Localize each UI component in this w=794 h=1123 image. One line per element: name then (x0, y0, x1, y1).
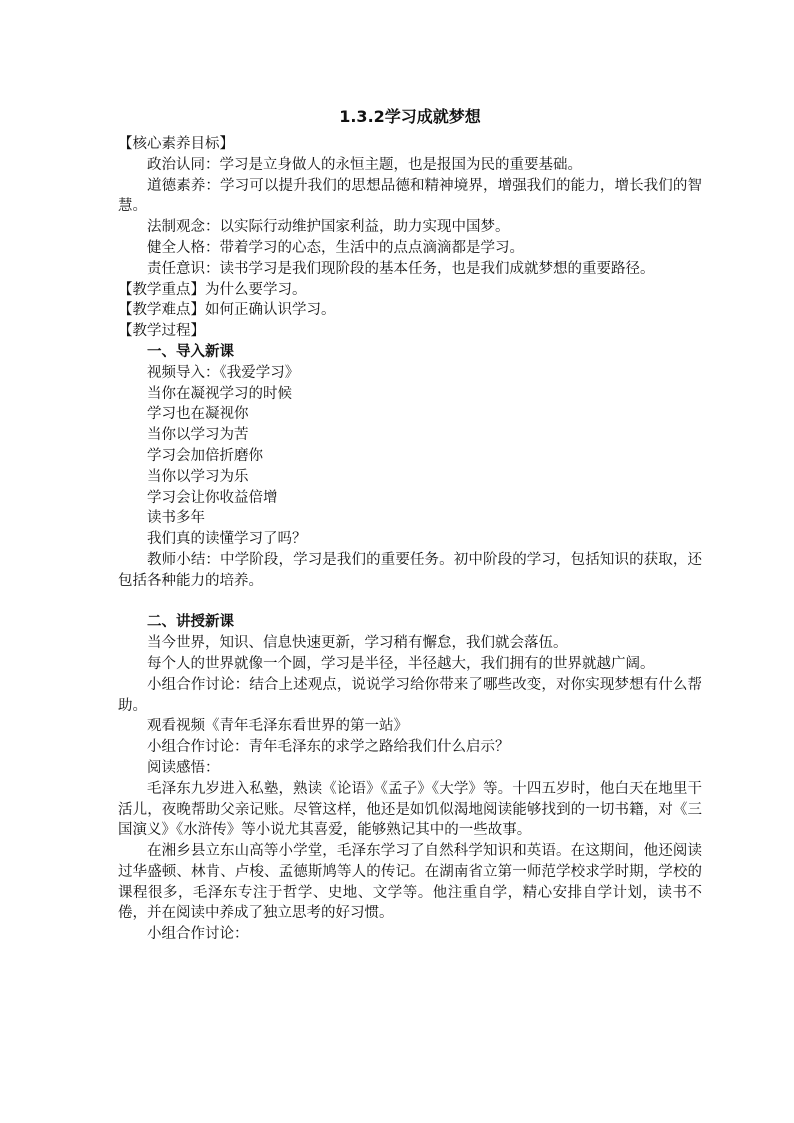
difficult-point (118, 300, 702, 321)
section1-line: 当你在凝视学习的时候 (147, 385, 292, 402)
section2-line: 小组合作讨论：结合上述观点，说说学习给你带来了哪些改变，对你实现梦想有什么帮助。 (118, 676, 702, 714)
section2-line: 当今世界，知识、信息快速更新，学习稍有懈怠，我们就会落伍。 (147, 635, 568, 652)
reading-paragraph-2: 在湘乡县立东山高等小学堂，毛泽东学习了自然科学知识和英语。在这期间，他还阅读过华盛顿、林肯、卢梭、孟德斯鸠等人的传记。在湖南省立第一师范学校求学时期，学校的课程很多，毛泽东专注于哲学、史地、文学等。他注重自学，精心安排自学计划，读书不倦，并在阅读中养成了独立思考的好习惯。 (118, 843, 702, 922)
core-item-moral: 道德素养：学习可以提升我们的思想品德和精神境界，增强我们的能力，增长我们的智慧。 (118, 177, 702, 215)
section1-line: 我们真的读懂学习了吗？ (147, 531, 307, 548)
difficult-point-text: 如何正确认识学习。 (205, 302, 336, 319)
section2-line: 每个人的世界就像一个圆，学习是半径，半径越大，我们拥有的世界就越广阔。 (147, 655, 655, 672)
blank-line (118, 592, 702, 613)
section2-line: 观看视频《青年毛泽东看世界的第一站》 (147, 718, 408, 735)
difficult-point-label: 【教学难点】 (118, 302, 205, 319)
section2-line: 小组合作讨论：青年毛泽东的求学之路给我们什么启示？ (147, 739, 510, 756)
section2-line: 阅读感悟： (147, 759, 220, 776)
section1-heading: 一、导入新课 (147, 342, 234, 360)
page-title: 1.3.2学习成就梦想 (339, 107, 481, 126)
section1-line: 学习会让你收益倍增 (147, 489, 278, 506)
key-point (118, 280, 702, 301)
process-heading: 【教学过程】 (118, 323, 205, 340)
section2-heading: 二、讲授新课 (147, 613, 234, 631)
core-heading: 【核心素养目标】 (118, 136, 234, 152)
key-point-label: 【教学重点】 (118, 281, 205, 298)
key-point-text: 为什么要学习。 (205, 281, 307, 298)
teacher-summary: 教师小结：中学阶段，学习是我们的重要任务。初中阶段的学习，包括知识的获取，还包括各种能力的培养。 (118, 551, 702, 589)
section2-line: 小组合作讨论： (147, 926, 249, 943)
section1-line: 学习也在凝视你 (147, 406, 249, 423)
core-item-political: 政治认同：学习是立身做人的永恒主题，也是报国为民的重要基础。 (147, 156, 582, 173)
reading-paragraph-1: 毛泽东九岁进入私塾，熟读《论语》《孟子》《大学》等。十四五岁时，他白天在地里干活儿，夜晚帮助父亲记账。尽管这样，他还是如饥似渴地阅读能够找到的一切书籍，对《三国演义》《水浒传》等小说尤其喜爱，能够熟记其中的一些故事。 (118, 780, 702, 839)
section1-line: 当你以学习为苦 (147, 427, 249, 444)
core-item-law: 法制观念：以实际行动维护国家利益，助力实现中国梦。 (147, 219, 510, 236)
document-page (118, 104, 702, 945)
section1-line: 读书多年 (147, 510, 205, 527)
core-item-personality: 健全人格：带着学习的心态，生活中的点点滴滴都是学习。 (147, 239, 524, 256)
core-item-responsibility: 责任意识：读书学习是我们现阶段的基本任务，也是我们成就梦想的重要路径。 (147, 260, 655, 277)
section1-line: 学习会加倍折磨你 (147, 447, 263, 464)
section1-line: 视频导入：《我爱学习》 (147, 364, 300, 381)
section1-line: 当你以学习为乐 (147, 468, 249, 485)
